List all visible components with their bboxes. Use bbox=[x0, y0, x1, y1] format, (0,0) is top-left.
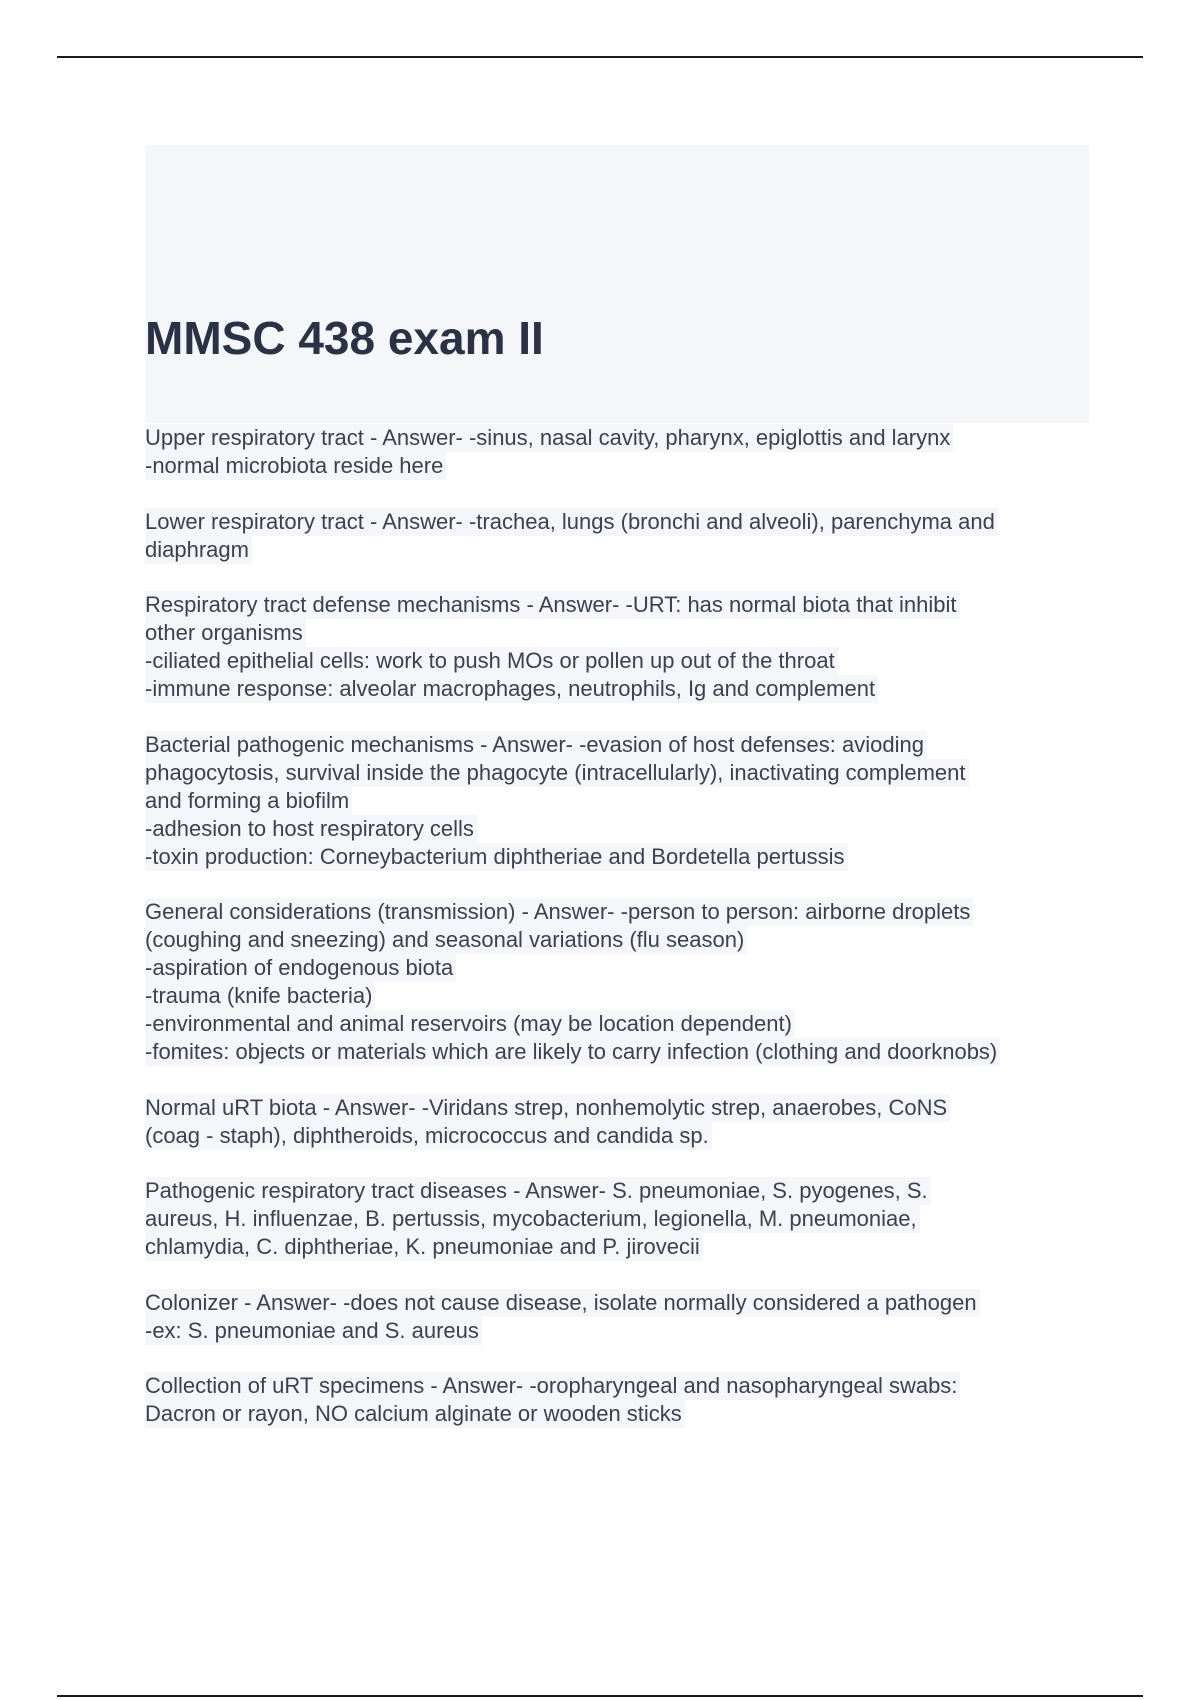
qa-entry-line: chlamydia, C. diphtheriae, K. pneumoniae and P. jirovecii bbox=[145, 1233, 703, 1261]
qa-entry-line: -environmental and animal reservoirs (may be location dependent) bbox=[145, 1010, 795, 1038]
page-title: MMSC 438 exam II bbox=[145, 312, 544, 364]
qa-entry-line: and forming a biofilm bbox=[145, 787, 352, 815]
qa-entry bbox=[145, 508, 1090, 564]
qa-entry-line: Lower respiratory tract - Answer- -trachea, lungs (bronchi and alveoli), parenchyma and bbox=[145, 508, 998, 536]
qa-entry bbox=[145, 1177, 1090, 1261]
qa-entry-line: Normal uRT biota - Answer- -Viridans strep, nonhemolytic strep, anaerobes, CoNS bbox=[145, 1094, 950, 1122]
top-rule bbox=[57, 56, 1143, 58]
qa-entry-line: -normal microbiota reside here bbox=[145, 452, 446, 480]
qa-entry-line: -fomites: objects or materials which are likely to carry infection (clothing and doorknobs) bbox=[145, 1038, 1000, 1066]
qa-entry-line: -ex: S. pneumoniae and S. aureus bbox=[145, 1317, 482, 1345]
qa-entry-line: (coughing and sneezing) and seasonal variations (flu season) bbox=[145, 926, 747, 954]
qa-entry-line: phagocytosis, survival inside the phagocyte (intracellularly), inactivating complement bbox=[145, 759, 969, 787]
qa-entry bbox=[145, 591, 1090, 703]
bottom-rule bbox=[57, 1695, 1143, 1697]
qa-entry bbox=[145, 1372, 1090, 1428]
title-banner bbox=[145, 145, 1089, 423]
qa-entry-line: aureus, H. influenzae, B. pertussis, mycobacterium, legionella, M. pneumoniae, bbox=[145, 1205, 920, 1233]
qa-entry-line: Dacron or rayon, NO calcium alginate or wooden sticks bbox=[145, 1400, 685, 1428]
qa-entry-line: -aspiration of endogenous biota bbox=[145, 954, 456, 982]
qa-entry-line: General considerations (transmission) - Answer- -person to person: airborne droplets bbox=[145, 898, 973, 926]
qa-entry bbox=[145, 1094, 1090, 1150]
qa-entry-line: Upper respiratory tract - Answer- -sinus, nasal cavity, pharynx, epiglottis and larynx bbox=[145, 424, 953, 452]
qa-entry-line: -immune response: alveolar macrophages, neutrophils, Ig and complement bbox=[145, 675, 878, 703]
qa-entry bbox=[145, 898, 1090, 1066]
qa-entry-line: -ciliated epithelial cells: work to push MOs or pollen up out of the throat bbox=[145, 647, 838, 675]
qa-entry bbox=[145, 1289, 1090, 1345]
qa-entry-line: -trauma (knife bacteria) bbox=[145, 982, 375, 1010]
qa-entry-line: Bacterial pathogenic mechanisms - Answer- -evasion of host defenses: avioding bbox=[145, 731, 927, 759]
qa-entry-line: diaphragm bbox=[145, 536, 252, 564]
qa-entry-line: Pathogenic respiratory tract diseases - Answer- S. pneumoniae, S. pyogenes, S. bbox=[145, 1177, 931, 1205]
qa-entry-line: Respiratory tract defense mechanisms - Answer- -URT: has normal biota that inhibit bbox=[145, 591, 960, 619]
qa-entry-line: Collection of uRT specimens - Answer- -oropharyngeal and nasopharyngeal swabs: bbox=[145, 1372, 960, 1400]
qa-list bbox=[145, 424, 1090, 1456]
qa-entry-line: -adhesion to host respiratory cells bbox=[145, 815, 477, 843]
qa-entry-line: -toxin production: Corneybacterium diphtheriae and Bordetella pertussis bbox=[145, 843, 848, 871]
qa-entry-line: Colonizer - Answer- -does not cause disease, isolate normally considered a pathogen bbox=[145, 1289, 980, 1317]
qa-entry bbox=[145, 424, 1090, 480]
qa-entry bbox=[145, 731, 1090, 871]
qa-entry-line: (coag - staph), diphtheroids, micrococcus and candida sp. bbox=[145, 1122, 712, 1150]
qa-entry-line: other organisms bbox=[145, 619, 306, 647]
